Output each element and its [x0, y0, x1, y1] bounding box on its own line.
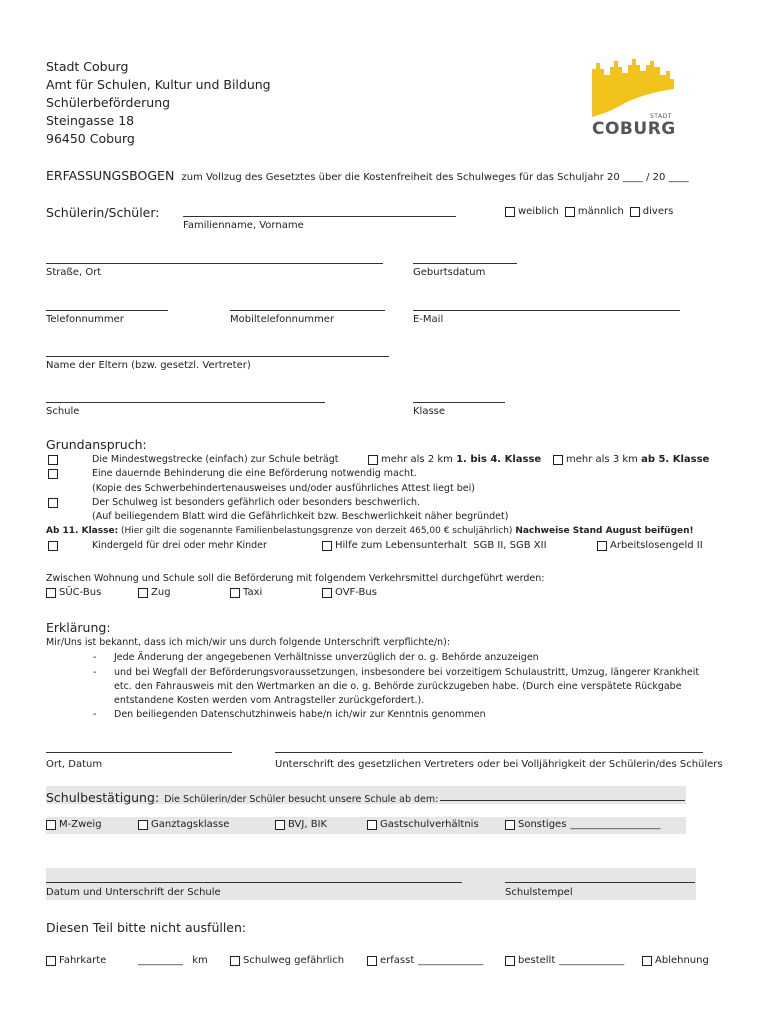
phone-field[interactable] [46, 310, 168, 311]
office-km [138, 955, 208, 966]
erklaerung-bullet: Jede Änderung der angegebenen Verhältnisse unverzüglich der o. g. Behörde anzuzeigen [114, 652, 539, 663]
erklaerung-heading: Erklärung: [46, 620, 111, 635]
office-bestellt [505, 955, 624, 966]
alg-label: Arbeitslosengeld II [610, 540, 703, 551]
erfasst-checkbox[interactable] [367, 956, 377, 966]
fahrkarte-label: Fahrkarte [59, 955, 107, 966]
transport-intro: Zwischen Wohnung und Schule soll die Beförderung mit folgendem Verkehrsmittel durchgeführt werden: [46, 573, 545, 584]
bvj-checkbox[interactable] [275, 820, 285, 830]
student-label: Schülerin/Schüler: [46, 205, 160, 220]
gender-female-label: weiblich [518, 206, 559, 217]
distance-3km-label: mehr als 3 km [566, 454, 642, 465]
erklaerung-bullet-cont: etc. den Fahrausweis mit den Wertmarken an die o. g. Behörde zurückzugeben habe. (Durch eine verspätete Rückgabe [114, 681, 682, 692]
phone-caption: Telefonnummer [46, 314, 124, 325]
distance-3km-option [553, 454, 709, 465]
parents-caption: Name der Eltern (bzw. gesetzl. Vertreter) [46, 360, 251, 371]
school-year-sep: / 20 [646, 172, 666, 183]
transport-option-ovf [322, 587, 377, 598]
hilfe-option [322, 540, 547, 551]
transport-option-taxi [230, 587, 262, 598]
gender-female-checkbox[interactable] [505, 207, 515, 217]
school-start-date-field[interactable] [440, 800, 685, 801]
disability-checkbox[interactable] [48, 469, 58, 479]
school-year-label: Schuljahr 20 [557, 172, 620, 183]
distance-2km-option [368, 454, 541, 465]
grade11-label: Ab 11. Klasse: [46, 526, 119, 536]
bestellt-label: bestellt [518, 955, 556, 966]
disability-note: (Kopie des Schwerbehindertenausweises und/oder ausführliches Attest liegt bei) [92, 483, 475, 494]
ablehnung-label: Ablehnung [655, 955, 709, 966]
hilfe-label: Hilfe zum Lebensunterhalt SGB II, SGB XII [335, 540, 547, 551]
name-caption: Familienname, Vorname [183, 220, 304, 231]
school-confirmation-row [46, 787, 438, 806]
distance-3km-checkbox[interactable] [553, 455, 563, 465]
kindergeld-checkbox[interactable] [48, 541, 58, 551]
hilfe-checkbox[interactable] [322, 541, 332, 551]
transport-suec-checkbox[interactable] [46, 588, 56, 598]
erklaerung-bullet-cont: entstandene Kosten werden vom Antragsteller zurückgefordert.). [114, 695, 425, 706]
dangerous-route-checkbox[interactable] [48, 498, 58, 508]
distance-3km-grade: ab 5. Klasse [641, 454, 710, 465]
erklaerung-bullet: Den beiliegenden Datenschutzhinweis habe/n ich/wir zur Kenntnis genommen [114, 709, 486, 720]
office-gefaehrlich [230, 955, 344, 966]
school-option-ganztag [138, 819, 229, 830]
bestellt-checkbox[interactable] [505, 956, 515, 966]
school-stamp-caption: Schulstempel [505, 887, 573, 898]
km-label: km [192, 955, 208, 966]
bvj-label: BVJ, BIK [288, 819, 328, 830]
grade11-proof-note: Nachweise Stand August beifügen! [515, 526, 694, 536]
dangerous-route-note: (Auf beiliegendem Blatt wird die Gefährlichkeit bzw. Beschwerlichkeit näher begründet) [92, 511, 509, 522]
form-title: ERFASSUNGSBOGEN [46, 168, 175, 183]
school-confirmation-text: Die Schülerin/der Schüler besucht unsere Schule ab dem: [164, 794, 439, 805]
transport-train-checkbox[interactable] [138, 588, 148, 598]
sonstiges-label: Sonstiges [518, 819, 567, 830]
grade11-text: (Hier gilt die sogenannte Familienbelastungsgrenze von derzeit 465,00 € schuljährlich) [118, 526, 516, 536]
place-date-caption: Ort, Datum [46, 759, 103, 770]
sonstiges-checkbox[interactable] [505, 820, 515, 830]
address-line: Schülerbeförderung [46, 95, 171, 110]
distance-2km-checkbox[interactable] [368, 455, 378, 465]
alg-option [597, 540, 703, 551]
guardian-signature-caption: Unterschrift des gesetzlichen Vertreters oder bei Volljährigkeit der Schülerin/des Schülers [275, 759, 723, 770]
bestellt-blank[interactable]: _____________ [559, 955, 625, 966]
mobile-field[interactable] [230, 310, 385, 311]
distance-text: Die Mindestwegstrecke (einfach) zur Schule beträgt [92, 454, 339, 465]
class-caption: Klasse [413, 406, 446, 417]
gender-male-label: männlich [577, 206, 624, 217]
transport-train-label: Zug [151, 587, 171, 598]
street-caption: Straße, Ort [46, 267, 102, 278]
bullet-dash: - [93, 709, 97, 720]
school-option-mzweig [46, 819, 102, 830]
transport-suec-label: SÜC-Bus [59, 587, 102, 598]
school-option-gastschul [367, 819, 479, 830]
transport-option-suec [46, 587, 101, 598]
alg-checkbox[interactable] [597, 541, 607, 551]
ablehnung-checkbox[interactable] [642, 956, 652, 966]
office-erfasst [367, 955, 483, 966]
gefaehrlich-checkbox[interactable] [230, 956, 240, 966]
office-ablehnung [642, 955, 709, 966]
address-line: 96450 Coburg [46, 131, 135, 146]
distance-2km-label: mehr als 2 km [381, 454, 457, 465]
logo-small-text: STADT [650, 113, 672, 120]
mzweig-checkbox[interactable] [46, 820, 56, 830]
address-line: Steingasse 18 [46, 113, 135, 128]
castle-skyline-icon [588, 55, 678, 117]
mobile-caption: Mobiltelefonnummer [230, 314, 335, 325]
office-use-heading: Diesen Teil bitte nicht ausfüllen: [46, 920, 247, 935]
email-field[interactable] [413, 310, 680, 311]
gastschul-label: Gastschulverhältnis [380, 819, 479, 830]
school-year-blank2[interactable]: ____ [668, 172, 689, 183]
gender-diverse-checkbox[interactable] [630, 207, 640, 217]
school-year-blank1[interactable]: ____ [622, 172, 643, 183]
class-field[interactable] [413, 402, 505, 403]
transport-taxi-checkbox[interactable] [230, 588, 240, 598]
gender-diverse-label: divers [642, 206, 674, 217]
school-option-sonstiges [505, 819, 660, 830]
email-caption: E-Mail [413, 314, 444, 325]
parents-field[interactable] [46, 356, 389, 357]
school-field[interactable] [46, 402, 325, 403]
erklaerung-bullet: und bei Wegfall der Beförderungsvoraussetzungen, insbesondere bei vorzeitigem Schulaustritt, Umzug, längerer Krankheit [114, 667, 700, 678]
transport-ovf-label: OVF-Bus [335, 587, 377, 598]
school-caption: Schule [46, 406, 80, 417]
form-subtitle: zum Vollzug des Gesetztes über die Kostenfreiheit des Schulweges für das [181, 172, 554, 183]
km-blank[interactable]: _________ [138, 955, 183, 966]
logo-big-text: COBURG [592, 119, 676, 139]
gender-options [505, 206, 673, 217]
erfasst-label: erfasst [380, 955, 415, 966]
disability-text: Eine dauernde Behinderung die eine Beförderung notwendig macht. [92, 468, 417, 479]
dangerous-route-text: Der Schulweg ist besonders gefährlich oder besonders beschwerlich. [92, 497, 421, 508]
mzweig-label: M-Zweig [59, 819, 102, 830]
transport-option-train [138, 587, 171, 598]
gefaehrlich-label: Schulweg gefährlich [243, 955, 345, 966]
school-option-bvj [275, 819, 327, 830]
school-stamp-field[interactable] [505, 882, 695, 883]
form-title-row [46, 168, 689, 183]
school-signature-field[interactable] [46, 882, 462, 883]
erklaerung-intro: Mir/Uns ist bekannt, dass ich mich/wir uns durch folgende Unterschrift verpflichte/n): [46, 637, 451, 648]
ganztag-label: Ganztagsklasse [151, 819, 230, 830]
sonstiges-blank[interactable]: __________________ [570, 819, 661, 830]
birthdate-caption: Geburtsdatum [413, 267, 486, 278]
authority-address [46, 58, 271, 148]
office-fahrkarte [46, 955, 106, 966]
transport-taxi-label: Taxi [243, 587, 263, 598]
erfasst-blank[interactable]: _____________ [418, 955, 484, 966]
bullet-dash: - [93, 652, 97, 663]
address-line: Amt für Schulen, Kultur und Bildung [46, 77, 271, 92]
distance-checkbox[interactable] [48, 455, 58, 465]
bullet-dash: - [93, 667, 97, 678]
address-line: Stadt Coburg [46, 59, 129, 74]
kindergeld-label: Kindergeld für drei oder mehr Kinder [92, 540, 267, 551]
school-confirmation-heading: Schulbestätigung: [46, 790, 160, 805]
grundanspruch-heading: Grundanspruch: [46, 437, 147, 452]
distance-2km-grade: 1. bis 4. Klasse [456, 454, 542, 465]
guardian-signature-field[interactable] [275, 752, 703, 753]
school-signature-caption: Datum und Unterschrift der Schule [46, 887, 221, 898]
place-date-field[interactable] [46, 752, 232, 753]
coburg-logo [588, 55, 680, 143]
grade11-note [46, 526, 694, 536]
gender-male-checkbox[interactable] [565, 207, 575, 217]
birthdate-field[interactable] [413, 263, 517, 264]
fahrkarte-checkbox[interactable] [46, 956, 56, 966]
street-field[interactable] [46, 263, 383, 264]
transport-ovf-checkbox[interactable] [322, 588, 332, 598]
gastschul-checkbox[interactable] [367, 820, 377, 830]
name-field[interactable] [183, 216, 456, 217]
ganztag-checkbox[interactable] [138, 820, 148, 830]
